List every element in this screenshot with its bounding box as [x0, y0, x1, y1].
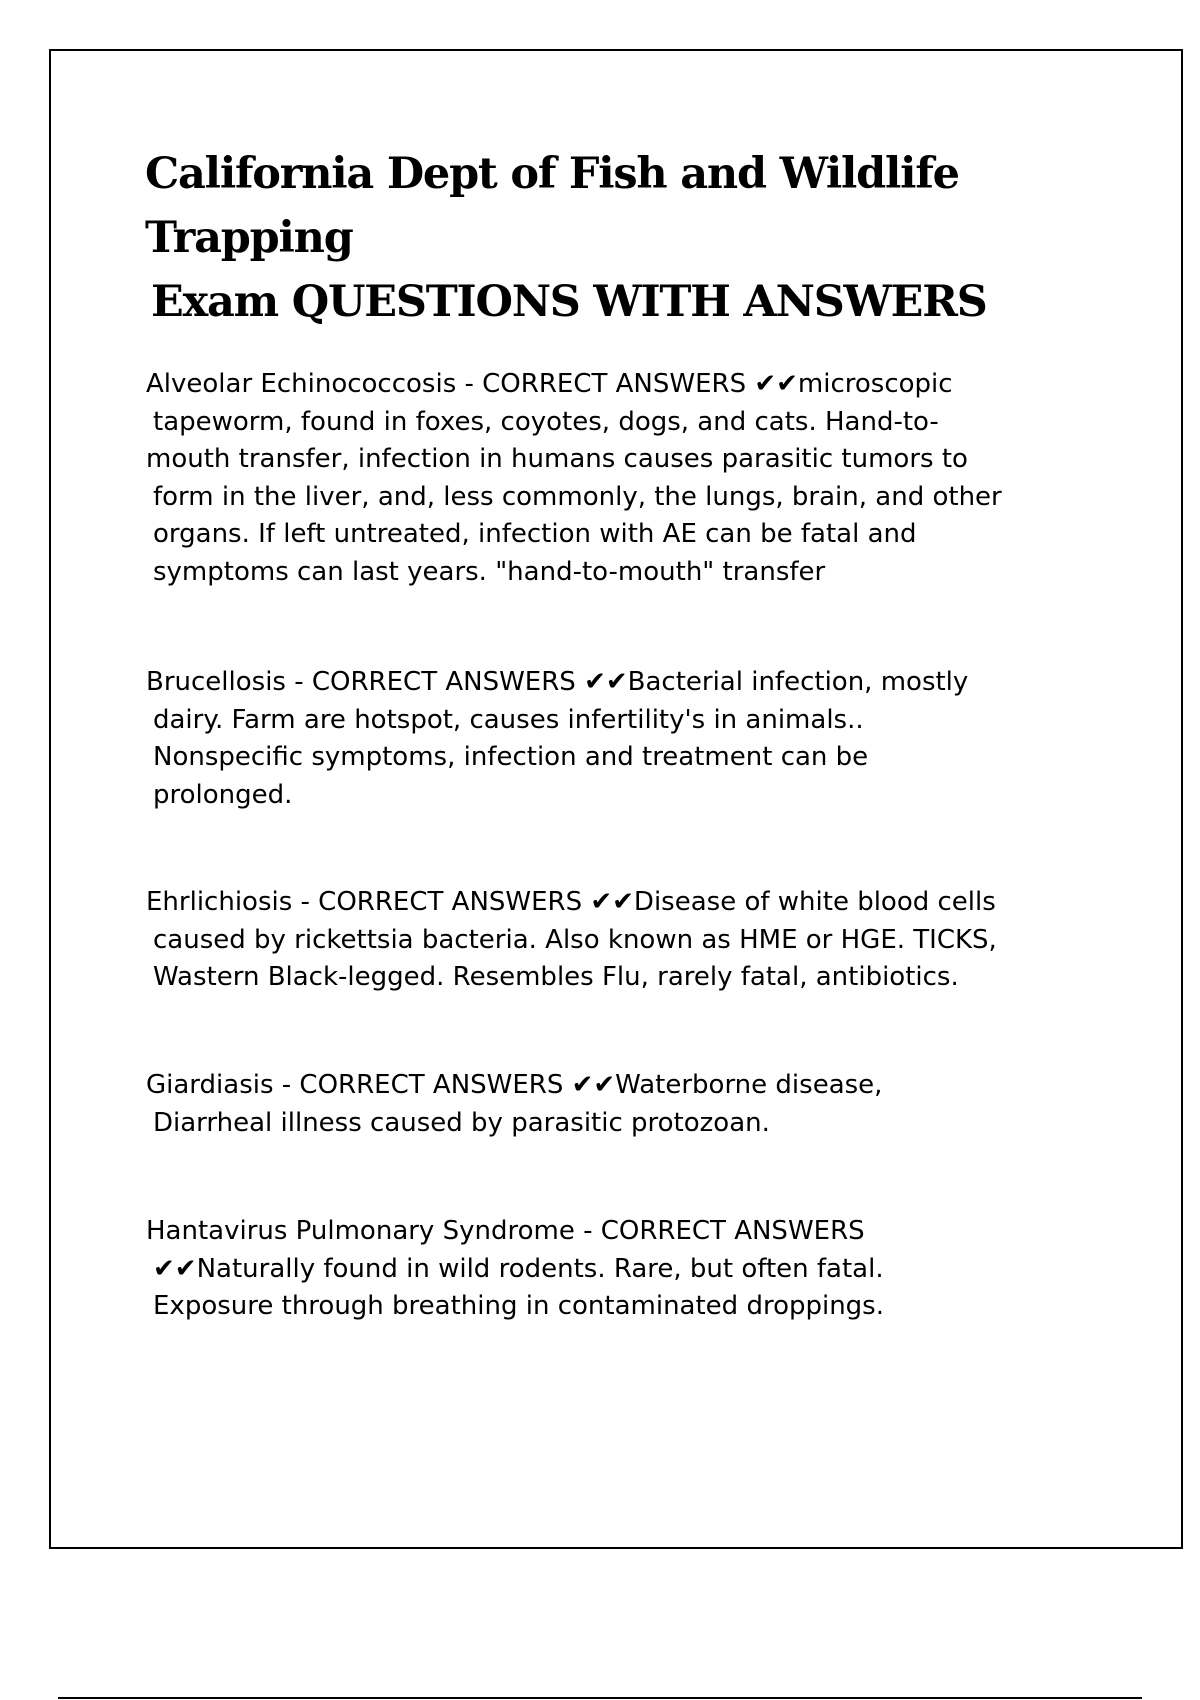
entry-line: Nonspecific symptoms, infection and treatment can be [153, 742, 869, 772]
title-line: Exam QUESTIONS WITH ANSWERS [151, 277, 987, 327]
entry-line: ✔✔Naturally found in wild rodents. Rare, but often fatal. [153, 1253, 884, 1284]
entry-line: Hantavirus Pulmonary Syndrome - CORRECT ANSWERS [146, 1216, 865, 1246]
entry-giardiasis [146, 1067, 1106, 1142]
entry-line: symptoms can last years. "hand-to-mouth" transfer [153, 556, 826, 587]
entry-brucellosis [146, 664, 1106, 814]
footer-rule [58, 1697, 1142, 1699]
entry-line: form in the liver, and, less commonly, the lungs, brain, and other [153, 481, 1002, 512]
entry-line: Diarrheal illness caused by parasitic protozoan. [153, 1107, 770, 1138]
entry-line: caused by rickettsia bacteria. Also known as HME or HGE. TICKS, [153, 924, 997, 955]
entry-line: Alveolar Echinococcosis - CORRECT ANSWERS ✔✔microscopic [146, 369, 953, 399]
title-line: California Dept of Fish and Wildlife Trapping [145, 149, 959, 263]
entry-ehrlichiosis [146, 884, 1106, 997]
entry-line: Ehrlichiosis - CORRECT ANSWERS ✔✔Disease of white blood cells [146, 887, 996, 917]
entry-line: Exposure through breathing in contaminated droppings. [153, 1291, 884, 1321]
entry-alveolar-echinococcosis [146, 366, 1106, 591]
entry-line: mouth transfer, infection in humans causes parasitic tumors to [146, 444, 968, 474]
entry-line: prolonged. [153, 779, 293, 810]
entry-line: Brucellosis - CORRECT ANSWERS ✔✔Bacterial infection, mostly [146, 667, 969, 697]
entry-line: dairy. Farm are hotspot, causes infertility's in animals.. [153, 704, 864, 735]
entry-line: organs. If left untreated, infection with AE can be fatal and [153, 519, 917, 549]
entry-hantavirus-pulmonary-syndrome [146, 1213, 1106, 1326]
entry-line: Wastern Black-legged. Resembles Flu, rarely fatal, antibiotics. [153, 962, 959, 992]
entry-line: Giardiasis - CORRECT ANSWERS ✔✔Waterborne disease, [146, 1070, 883, 1100]
entry-line: tapeworm, found in foxes, coyotes, dogs, and cats. Hand-to- [153, 406, 939, 437]
page-title [145, 142, 1105, 334]
